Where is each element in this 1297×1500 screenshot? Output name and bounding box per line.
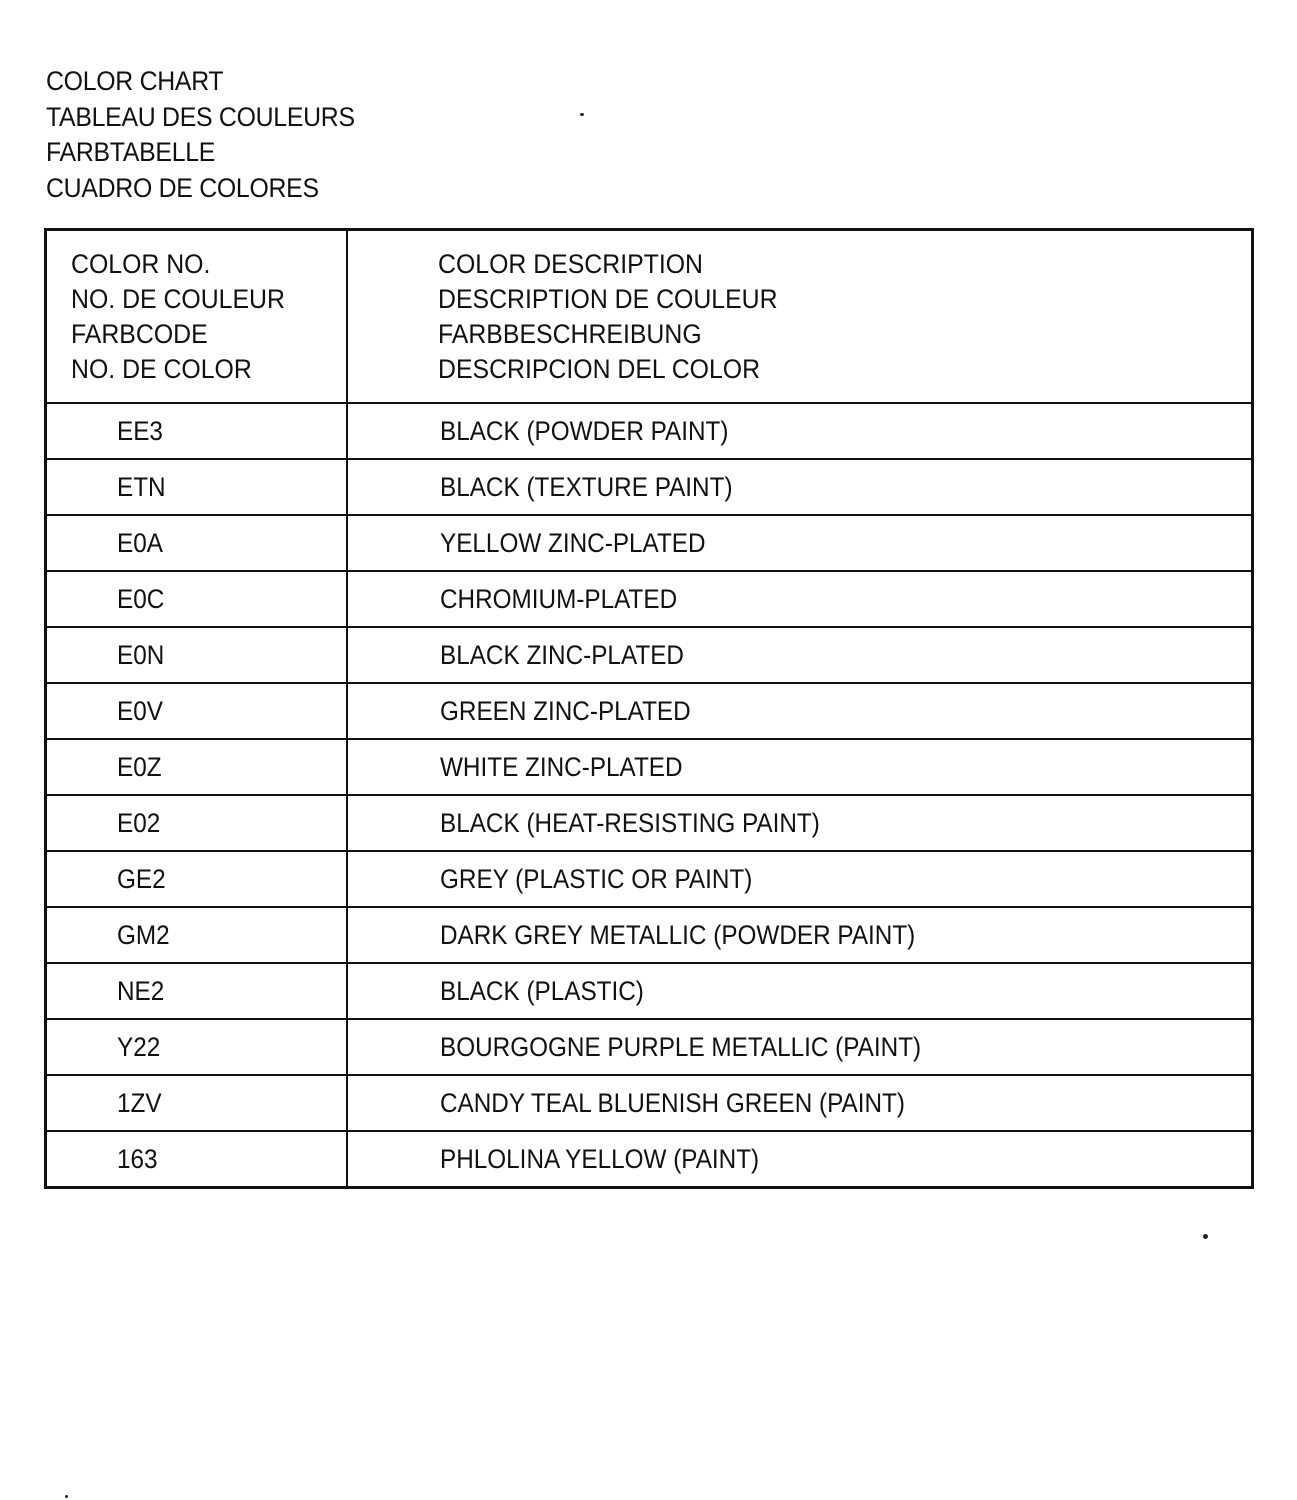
table-row [46, 459, 1253, 515]
table-row [46, 515, 1253, 571]
table-row [46, 1131, 1253, 1188]
table-row [46, 627, 1253, 683]
scan-speck [580, 113, 584, 116]
table-row [46, 1019, 1253, 1075]
header-no-english: COLOR NO. [71, 248, 211, 279]
header-no-french: NO. DE COULEUR [71, 283, 285, 314]
table-row [46, 739, 1253, 795]
table-row [46, 683, 1253, 739]
table-row [46, 851, 1253, 907]
color-code-cell: GM2 [46, 907, 347, 963]
color-description-cell: BOURGOGNE PURPLE METALLIC (PAINT) [347, 1019, 1253, 1075]
table-row [46, 963, 1253, 1019]
color-description-cell: PHLOLINA YELLOW (PAINT) [347, 1131, 1253, 1188]
table-row [46, 907, 1253, 963]
table-row [46, 795, 1253, 851]
color-description-cell: BLACK (PLASTIC) [347, 963, 1253, 1019]
header-desc-german: FARBBESCHREIBUNG [437, 318, 702, 349]
color-code-cell: 163 [46, 1131, 347, 1188]
color-description-cell: CHROMIUM-PLATED [347, 571, 1253, 627]
color-code-cell: 1ZV [46, 1075, 347, 1131]
color-description-cell: BLACK (TEXTURE PAINT) [347, 459, 1253, 515]
color-code-cell: ETN [46, 459, 347, 515]
color-description-cell: WHITE ZINC-PLATED [347, 739, 1253, 795]
color-description-cell: BLACK (HEAT-RESISTING PAINT) [347, 795, 1253, 851]
color-description-cell: CANDY TEAL BLUENISH GREEN (PAINT) [347, 1075, 1253, 1131]
table-header-row [46, 230, 1253, 404]
title-line-german: FARBTABELLE [46, 137, 216, 167]
chart-title-block [46, 64, 355, 206]
title-line-spanish: CUADRO DE COLORES [46, 172, 319, 203]
scan-speck [65, 1495, 68, 1498]
color-description-cell: DARK GREY METALLIC (POWDER PAINT) [347, 907, 1253, 963]
header-color-description [347, 230, 1253, 404]
header-color-number [46, 230, 347, 404]
color-code-cell: NE2 [46, 963, 347, 1019]
color-code-cell: E0V [46, 683, 347, 739]
color-code-cell: EE3 [46, 403, 347, 459]
color-description-cell: GREEN ZINC-PLATED [347, 683, 1253, 739]
scan-speck [1203, 1234, 1208, 1239]
color-code-cell: GE2 [46, 851, 347, 907]
title-line-french: TABLEAU DES COULEURS [46, 101, 355, 132]
table-row [46, 403, 1253, 459]
table-row [46, 571, 1253, 627]
color-code-cell: E0Z [46, 739, 347, 795]
color-description-cell: BLACK ZINC-PLATED [347, 627, 1253, 683]
header-desc-spanish: DESCRIPCION DEL COLOR [437, 353, 760, 384]
header-desc-english: COLOR DESCRIPTION [437, 248, 703, 279]
color-code-cell: E0N [46, 627, 347, 683]
color-description-cell: BLACK (POWDER PAINT) [347, 403, 1253, 459]
header-no-german: FARBCODE [71, 318, 208, 349]
header-desc-french: DESCRIPTION DE COULEUR [437, 283, 778, 314]
title-line-english: COLOR CHART [46, 66, 224, 96]
table-row [46, 1075, 1253, 1131]
color-code-cell: Y22 [46, 1019, 347, 1075]
color-code-cell: E0A [46, 515, 347, 571]
color-chart-table [44, 228, 1254, 1189]
color-description-cell: YELLOW ZINC-PLATED [347, 515, 1253, 571]
color-description-cell: GREY (PLASTIC OR PAINT) [347, 851, 1253, 907]
color-code-cell: E0C [46, 571, 347, 627]
header-no-spanish: NO. DE COLOR [71, 353, 252, 384]
color-code-cell: E02 [46, 795, 347, 851]
